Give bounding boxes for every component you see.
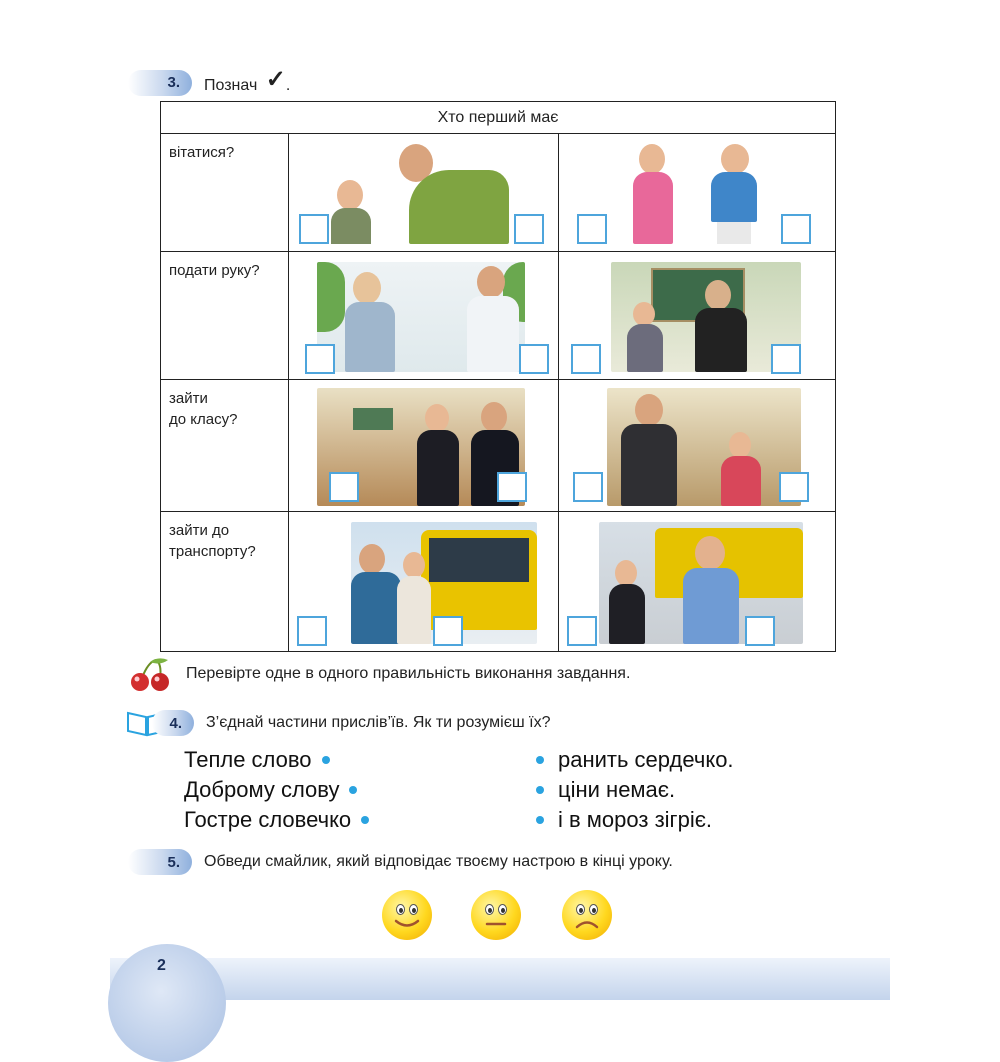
answer-checkbox[interactable] (329, 472, 359, 502)
person-figure (353, 272, 381, 304)
task-5-heading (128, 849, 673, 875)
table-cell (289, 134, 559, 251)
answer-checkbox[interactable] (577, 214, 607, 244)
photo-man-and-girl-in-classroom (607, 388, 801, 506)
task-4-badge (126, 709, 194, 737)
table-cell (289, 252, 559, 379)
peer-check-text: Перевірте одне в одного правильність виконання завдання. (186, 665, 631, 682)
person-figure (331, 208, 371, 244)
happy-smiley-icon[interactable] (382, 890, 432, 940)
person-figure (721, 456, 761, 506)
person-figure (729, 432, 751, 458)
table-row (161, 512, 835, 652)
row-label: вітатися? (161, 134, 289, 251)
proverb-right-3[interactable] (536, 807, 712, 833)
person-figure (705, 280, 731, 310)
table-cell (559, 380, 835, 511)
person-figure (615, 560, 637, 586)
person-figure (711, 172, 757, 222)
row-label: подати руку? (161, 252, 289, 379)
connect-dot[interactable] (322, 756, 330, 764)
footer-bar (110, 958, 890, 1000)
page-number-circle (108, 944, 226, 1062)
connect-dot[interactable] (536, 756, 544, 764)
smiley-mouth (471, 890, 521, 940)
task-number-badge: 4. (152, 710, 194, 736)
table-cell (559, 252, 835, 379)
person-figure (639, 144, 665, 174)
task-4-heading (126, 709, 550, 737)
page-number: 2 (157, 957, 166, 974)
sad-smiley-icon[interactable] (562, 890, 612, 940)
proverb-part-text: Тепле слово (184, 747, 312, 772)
answer-checkbox[interactable] (571, 344, 601, 374)
proverb-part-text: Доброму слову (184, 777, 340, 802)
task-instruction: З’єднай частини прислів’їв. Як ти розумієш їх? (206, 714, 551, 731)
person-figure (635, 394, 663, 426)
row-label: зайти до транспорту? (161, 512, 289, 652)
proverb-left-2[interactable] (184, 777, 357, 803)
table-cell (289, 380, 559, 511)
connect-dot[interactable] (361, 816, 369, 824)
table-cell (559, 134, 835, 251)
person-figure (481, 402, 507, 432)
connect-dot[interactable] (349, 786, 357, 794)
person-figure (397, 576, 431, 644)
proverb-left-3[interactable] (184, 807, 369, 833)
smiley-mouth (562, 890, 612, 940)
person-figure (695, 308, 747, 372)
proverb-left-1[interactable] (184, 747, 330, 773)
classroom-board (353, 408, 393, 430)
table-cell (289, 512, 559, 652)
person-figure (403, 552, 425, 578)
table-cell (559, 512, 835, 652)
person-figure (721, 144, 749, 174)
connect-dot[interactable] (536, 816, 544, 824)
proverb-part-text: ціни немає. (558, 777, 676, 802)
person-figure (627, 324, 663, 372)
person-figure (417, 430, 459, 506)
task-number-badge: 5. (128, 849, 192, 875)
table-header: Хто перший має (161, 102, 835, 134)
table-row (161, 380, 835, 512)
answer-checkbox[interactable] (299, 214, 329, 244)
connect-dot[interactable] (536, 786, 544, 794)
person-figure (425, 404, 449, 432)
person-figure (683, 568, 739, 644)
answer-checkbox[interactable] (519, 344, 549, 374)
proverb-right-1[interactable] (536, 747, 734, 773)
answer-checkbox[interactable] (573, 472, 603, 502)
person-figure (609, 584, 645, 644)
proverb-part-text: Гостре словечко (184, 807, 352, 832)
proverb-part-text: і в мороз зігріє. (558, 807, 713, 832)
person-figure (467, 296, 519, 372)
proverb-right-2[interactable] (536, 777, 675, 803)
person-figure (359, 544, 385, 574)
answer-checkbox[interactable] (779, 472, 809, 502)
bus-window (429, 538, 529, 582)
person-figure (633, 302, 655, 326)
cherries-icon (126, 656, 174, 692)
person-figure (633, 172, 673, 244)
table-row (161, 134, 835, 252)
answer-checkbox[interactable] (567, 616, 597, 646)
task-instruction (204, 68, 290, 97)
answer-checkbox[interactable] (514, 214, 544, 244)
row-label: зайти до класу? (161, 380, 289, 511)
task-instruction: Обведи смайлик, який відповідає твоєму настрою в кінці уроку. (204, 853, 673, 870)
person-figure (345, 302, 395, 372)
plant-decoration (317, 262, 345, 332)
person-figure (477, 266, 505, 298)
answer-checkbox[interactable] (771, 344, 801, 374)
answer-checkbox[interactable] (497, 472, 527, 502)
task-instruction-text: Познач (204, 77, 258, 94)
task-3-heading (128, 68, 290, 97)
answer-checkbox[interactable] (433, 616, 463, 646)
smiley-mouth (382, 890, 432, 940)
answer-checkbox[interactable] (745, 616, 775, 646)
person-figure (717, 222, 751, 244)
check-mark-icon: ✓ (265, 66, 286, 93)
photo-girl-and-boy (625, 140, 775, 244)
answer-checkbox[interactable] (305, 344, 335, 374)
peer-check-note (126, 656, 630, 692)
instruction-period: . (285, 77, 291, 94)
photo-woman-shakes-hand-man (317, 262, 525, 372)
task-number-badge: 3. (128, 70, 192, 96)
person-figure (409, 170, 509, 244)
proverb-part-text: ранить сердечко. (558, 747, 734, 772)
table-row (161, 252, 835, 380)
answer-checkbox[interactable] (781, 214, 811, 244)
greeting-table (160, 101, 836, 652)
person-figure (695, 536, 725, 570)
photo-man-greets-boy (329, 140, 529, 244)
person-figure (351, 572, 401, 644)
person-figure (337, 180, 363, 210)
person-figure (621, 424, 677, 506)
neutral-smiley-icon[interactable] (471, 890, 521, 940)
answer-checkbox[interactable] (297, 616, 327, 646)
